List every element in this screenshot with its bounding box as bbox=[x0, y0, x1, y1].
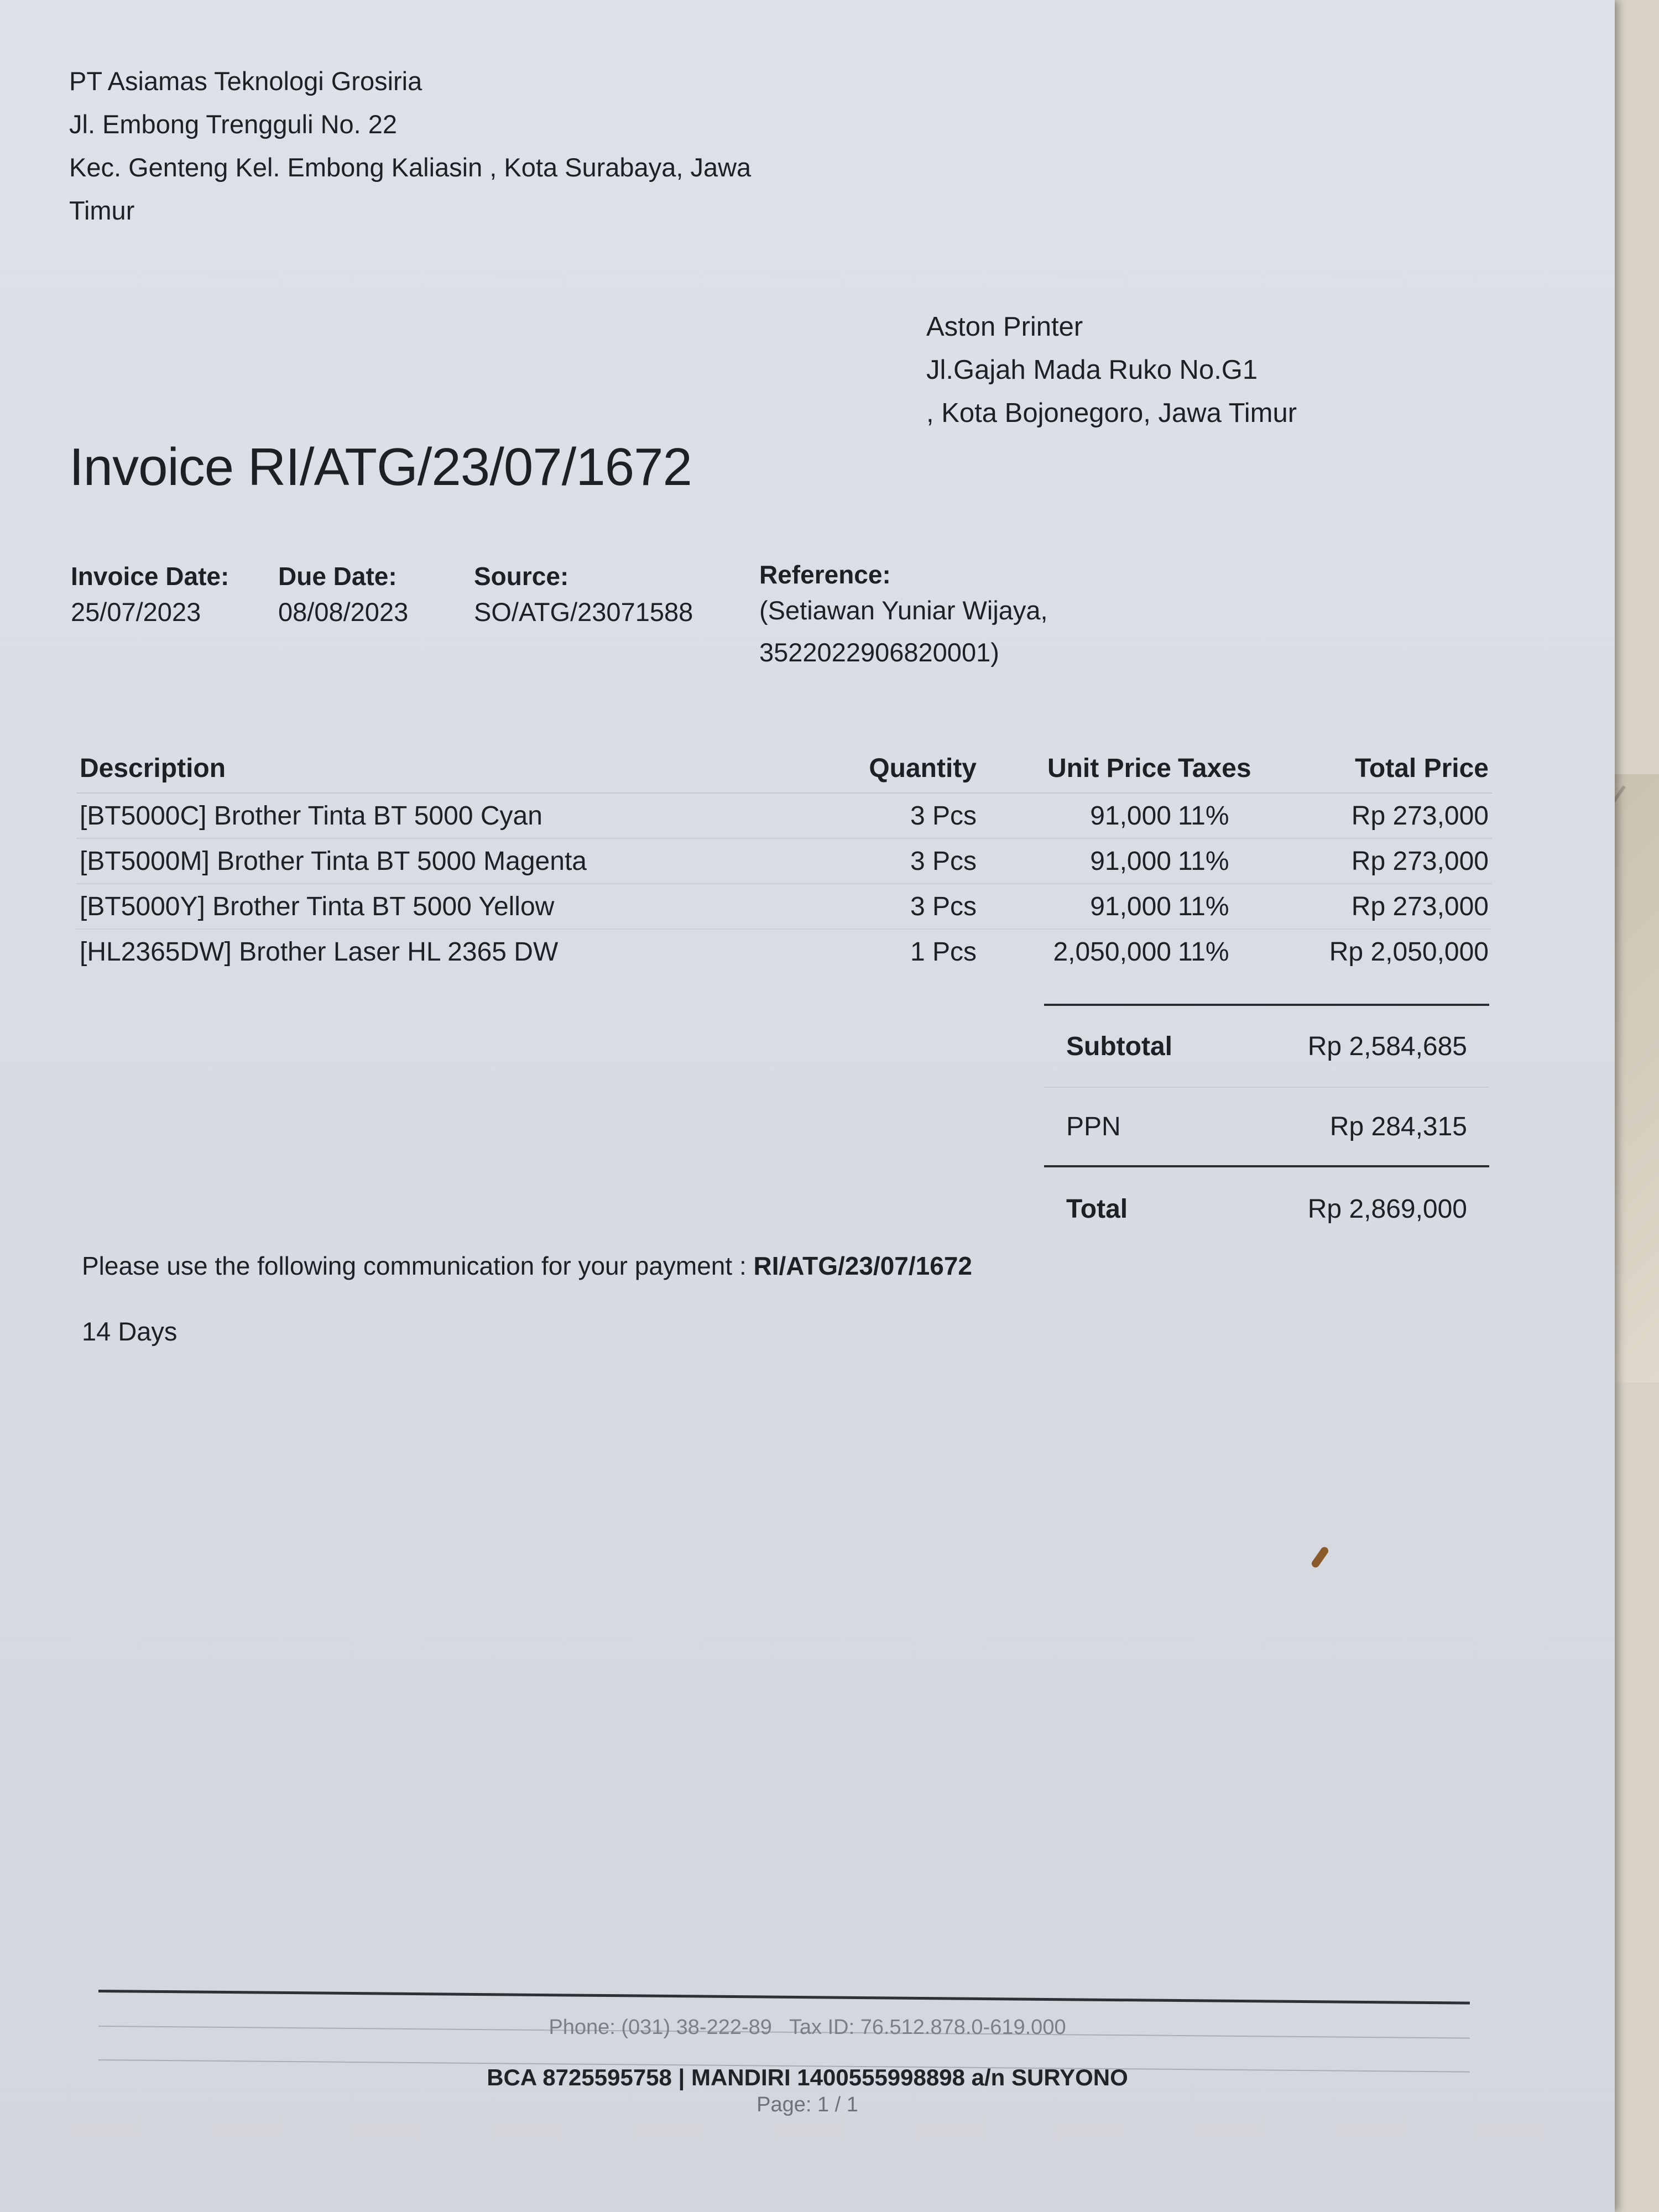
footer-rule bbox=[98, 1990, 1470, 2005]
line-description: [HL2365DW] Brother Laser HL 2365 DW bbox=[80, 937, 559, 967]
subtotal-row bbox=[1044, 1006, 1489, 1087]
line-description: [BT5000M] Brother Tinta BT 5000 Magenta bbox=[76, 838, 802, 884]
table-row bbox=[76, 793, 1492, 838]
seller-street: Jl. Embong Trengguli No. 22 bbox=[69, 109, 398, 139]
due-date-label: Due Date: bbox=[278, 562, 397, 591]
line-total-price: Rp 2,050,000 bbox=[1329, 937, 1489, 967]
column-header-quantity: Quantity bbox=[802, 751, 980, 793]
table-header-row bbox=[76, 751, 1492, 793]
footer-bank-accounts: BCA 8725595758 | MANDIRI 1400555998898 a/n SURYONO bbox=[487, 2064, 1128, 2090]
customer-name: Aston Printer bbox=[926, 312, 1083, 342]
seller-province: Timur bbox=[69, 196, 135, 225]
column-header-description: Description bbox=[76, 751, 802, 793]
subtotal-label: Subtotal bbox=[1066, 1031, 1172, 1061]
line-unit-price: 91,000 bbox=[980, 884, 1175, 929]
line-unit-price: 91,000 bbox=[980, 838, 1175, 884]
invoice-date-value: 25/07/2023 bbox=[71, 597, 201, 627]
line-taxes: 11% bbox=[1175, 884, 1264, 929]
line-total-price: Rp 273,000 bbox=[1264, 838, 1492, 884]
table-row bbox=[76, 838, 1492, 884]
ppn-value: Rp 284,315 bbox=[1329, 1112, 1467, 1141]
line-taxes: 11% bbox=[1175, 793, 1264, 838]
ppn-label: PPN bbox=[1066, 1112, 1121, 1141]
seller-name: PT Asiamas Teknologi Grosiria bbox=[69, 66, 422, 96]
table-row bbox=[76, 929, 1492, 974]
seller-district: Kec. Genteng Kel. Embong Kaliasin , Kota Surabaya, Jawa bbox=[69, 153, 752, 182]
line-quantity: 1 Pcs bbox=[910, 937, 977, 967]
line-unit-price: 2,050,000 bbox=[1053, 937, 1171, 967]
customer-city: , Kota Bojonegoro, Jawa Timur bbox=[926, 398, 1297, 428]
line-taxes: 11% bbox=[1178, 937, 1229, 967]
due-date-value: 08/08/2023 bbox=[278, 597, 409, 627]
invoice-date-block bbox=[71, 561, 229, 633]
column-header-total-price: Total Price bbox=[1264, 751, 1492, 793]
reference-line-1: (Setiawan Yuniar Wijaya, bbox=[759, 596, 1048, 625]
column-header-unit-price: Unit Price bbox=[980, 751, 1175, 793]
line-description: [BT5000Y] Brother Tinta BT 5000 Yellow bbox=[76, 884, 802, 929]
line-quantity: 3 Pcs bbox=[802, 793, 980, 838]
total-row bbox=[1044, 1167, 1489, 1250]
invoice-title: Invoice RI/ATG/23/07/1672 bbox=[69, 437, 692, 497]
due-date-block bbox=[278, 561, 408, 633]
payment-communication-text: Please use the following communication for your payment : bbox=[82, 1251, 754, 1280]
line-total-price: Rp 273,000 bbox=[1264, 884, 1492, 929]
invoice-date-label: Invoice Date: bbox=[71, 562, 229, 591]
footer-page-number: Page: 1 / 1 bbox=[757, 2093, 858, 2116]
column-header-taxes: Taxes bbox=[1175, 751, 1264, 793]
total-value: Rp 2,869,000 bbox=[1307, 1194, 1467, 1224]
source-value: SO/ATG/23071588 bbox=[474, 597, 693, 627]
line-quantity: 3 Pcs bbox=[802, 838, 980, 884]
payment-terms: 14 Days bbox=[82, 1317, 178, 1346]
invoice-lines-table bbox=[76, 751, 1492, 974]
source-label: Source: bbox=[474, 562, 569, 591]
line-quantity: 3 Pcs bbox=[802, 884, 980, 929]
line-unit-price: 91,000 bbox=[980, 793, 1175, 838]
subtotal-value: Rp 2,584,685 bbox=[1307, 1031, 1467, 1061]
totals-block bbox=[1044, 1004, 1489, 1250]
paper-stain bbox=[1310, 1546, 1330, 1569]
payment-communication-reference: RI/ATG/23/07/1672 bbox=[753, 1251, 972, 1280]
line-description: [BT5000C] Brother Tinta BT 5000 Cyan bbox=[76, 793, 802, 838]
table-row bbox=[76, 884, 1492, 929]
reference-block bbox=[759, 560, 1048, 674]
payment-communication bbox=[82, 1251, 972, 1281]
line-taxes: 11% bbox=[1175, 838, 1264, 884]
line-total-price: Rp 273,000 bbox=[1264, 793, 1492, 838]
source-block bbox=[474, 561, 693, 633]
customer-address bbox=[926, 305, 1297, 435]
reference-label: Reference: bbox=[759, 560, 891, 589]
seller-address bbox=[69, 60, 751, 232]
background-floor bbox=[1615, 774, 1659, 1383]
footer-contact: Phone: (031) 38-222-89 Tax ID: 76.512.878.0-619.000 bbox=[549, 2016, 1066, 2039]
total-label: Total bbox=[1066, 1194, 1128, 1224]
ppn-row bbox=[1044, 1088, 1489, 1165]
reference-line-2: 3522022906820001) bbox=[759, 638, 999, 667]
customer-street: Jl.Gajah Mada Ruko No.G1 bbox=[926, 355, 1258, 385]
